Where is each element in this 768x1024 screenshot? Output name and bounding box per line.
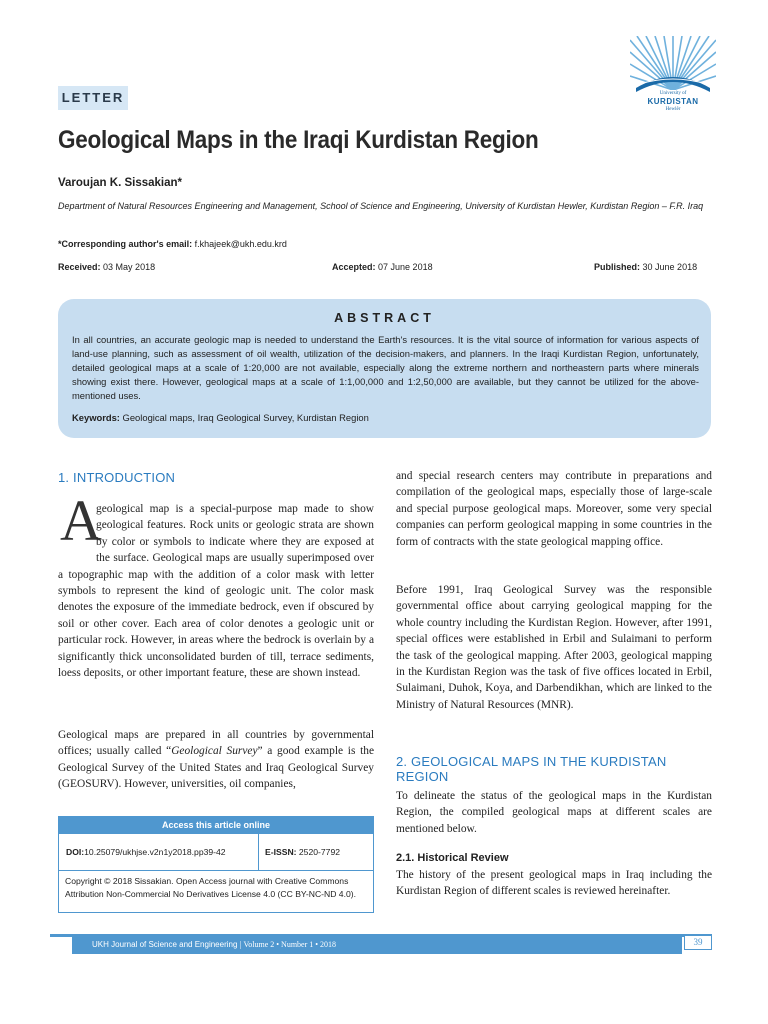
right-paragraph-3: To delineate the status of the geological maps in the Kurdistan Region, the compiled geological maps at different scales are mentioned below. bbox=[396, 790, 712, 835]
accepted-date: 07 June 2018 bbox=[378, 262, 433, 272]
article-title: Geological Maps in the Iraqi Kurdistan Region bbox=[58, 126, 539, 154]
received-label: Received: bbox=[58, 262, 101, 272]
paragraph2-italic: Geological Survey bbox=[171, 745, 258, 758]
paragraph2-after: ” a good example is the Geological Survey of the United States and Iraq Geological Survey (GEOSURV). However, universities, oil companies, bbox=[58, 745, 374, 791]
abstract-box bbox=[58, 299, 711, 438]
corresponding-label: *Corresponding author's email: bbox=[58, 239, 193, 249]
issn-label: E-ISSN: bbox=[265, 847, 297, 857]
dropcap-spacer bbox=[58, 501, 96, 565]
subsection-heading: 2.1. Historical Review bbox=[396, 852, 509, 864]
keywords-text: Geological maps, Iraq Geological Survey, Kurdistan Region bbox=[122, 412, 369, 423]
access-identifiers bbox=[59, 834, 373, 871]
doi-label: DOI: bbox=[66, 847, 85, 857]
logo-bottom-line: Hewlêr bbox=[665, 107, 681, 112]
doi-block bbox=[66, 847, 226, 857]
published-date: 30 June 2018 bbox=[642, 262, 698, 272]
footer-issue: Volume 2 • Number 1 • 2018 bbox=[243, 940, 337, 949]
keywords-label: Keywords: bbox=[72, 412, 120, 423]
footer-separator: | bbox=[239, 940, 242, 949]
doi-value[interactable]: 10.25079/ukhjse.v2n1y2018.pp39-42 bbox=[84, 847, 226, 857]
right-paragraph-4: The history of the present geological maps in Iraq including the Kurdistan Region of different scales is reviewed hereinafter. bbox=[396, 869, 712, 898]
right-paragraph-2: Before 1991, Iraq Geological Survey was the responsible governmental office about carrying geological mapping for the whole country including the Kurdistan Region. However, after 1991, special offices were established in Erbil and Sulaimani to perform the task of the geological mapping. After 2003, geological mapping in the Kurdistan Region was the task of five offices located in Erbil, Sulaimani, Duhok, Koya, and Darbendikhan, which are linked to the Ministry of Natural Resources (MNR). bbox=[396, 584, 712, 711]
keywords bbox=[72, 412, 699, 423]
footer-journal: UKH Journal of Science and Engineering bbox=[92, 940, 238, 949]
footer-bar bbox=[72, 935, 682, 954]
section2-heading: 2. GEOLOGICAL MAPS IN THE KURDISTAN REGION bbox=[396, 754, 667, 784]
copyright-notice: Copyright © 2018 Sissakian. Open Access journal with Creative Commons Attribution Non-Commercial No Derivatives License 4.0 (CC BY-NC-ND 4.0). bbox=[65, 876, 357, 899]
issn-block bbox=[265, 847, 340, 857]
intro-paragraph-text: geological map is a special-purpose map made to show geological features. Rock units or geologic strata are shown by color or symbols to indicate where they are exposed at the surface. Geological maps are usually superimposed over a topographic map with the addition of a color mask with letter symbols to represent the kind of geologic unit. The color mask denotes the exposure of the immediate bedrock, even if obscured by soil or other cover. Each area of color denotes a geologic unit or particular rock. However, in areas where the bedrock is overlain by a significantly thick unconsolidated burden of till, terrace sediments, loess deposits, or other important feature, these are shown instead. bbox=[58, 503, 374, 680]
abstract-text: In all countries, an accurate geologic map is needed to understand the Earth's resources. It is the vital source of information for various aspects of land-use planning, such as assessment of oil wealth, utilization of the decision-makers, and planners. In the Iraqi Kurdistan Region, unfortunately, detailed geological maps at a scale of 1:20,000 are not available, especially along the extreme northern and northeastern parts where minerals showing exist there. However, geological maps at a scale of 1:1,00,000 and 1:2,50,000 are available, but they cannot be utilized for the above-mentioned uses. bbox=[72, 334, 699, 401]
published-label: Published: bbox=[594, 262, 641, 272]
section-tag: LETTER bbox=[58, 86, 128, 110]
published-date-block bbox=[594, 262, 697, 272]
author-name: Varoujan K. Sissakian* bbox=[58, 177, 183, 189]
corresponding-author bbox=[58, 239, 287, 249]
abstract-heading: ABSTRACT bbox=[334, 311, 435, 325]
paragraph2-before: Geological maps are prepared in all countries by governmental offices; usually called “ bbox=[58, 729, 374, 758]
drop-cap: A bbox=[60, 488, 102, 553]
intro-paragraph-2 bbox=[58, 727, 374, 793]
accepted-date-block bbox=[332, 262, 433, 272]
intro-paragraph bbox=[58, 501, 374, 681]
issn-value: 2520-7792 bbox=[298, 847, 341, 857]
right-paragraph-1: and special research centers may contribute in preparations and compilation of the geological maps, especially those of large-scale and special purpose geological maps. Moreover, some very special companies can perform geological mapping in some countries in the form of contracts with the state geological mapping office. bbox=[396, 470, 712, 548]
access-article-box bbox=[58, 816, 374, 913]
received-date: 03 May 2018 bbox=[103, 262, 156, 272]
logo-name: KURDISTAN bbox=[647, 97, 699, 106]
page-number: 39 bbox=[684, 935, 712, 950]
access-divider bbox=[258, 834, 259, 871]
introduction-heading: 1. INTRODUCTION bbox=[58, 470, 176, 485]
logo-top-line: University of bbox=[659, 91, 687, 96]
corresponding-email[interactable]: f.khajeek@ukh.edu.krd bbox=[194, 239, 287, 249]
received-date-block bbox=[58, 262, 155, 272]
author-affiliation: Department of Natural Resources Engineering and Management, School of Science and Engineering, University of Kurdistan Hewler, Kurdistan Region – F.R. Iraq bbox=[58, 201, 704, 211]
access-heading: Access this article online bbox=[59, 817, 373, 834]
accepted-label: Accepted: bbox=[332, 262, 376, 272]
